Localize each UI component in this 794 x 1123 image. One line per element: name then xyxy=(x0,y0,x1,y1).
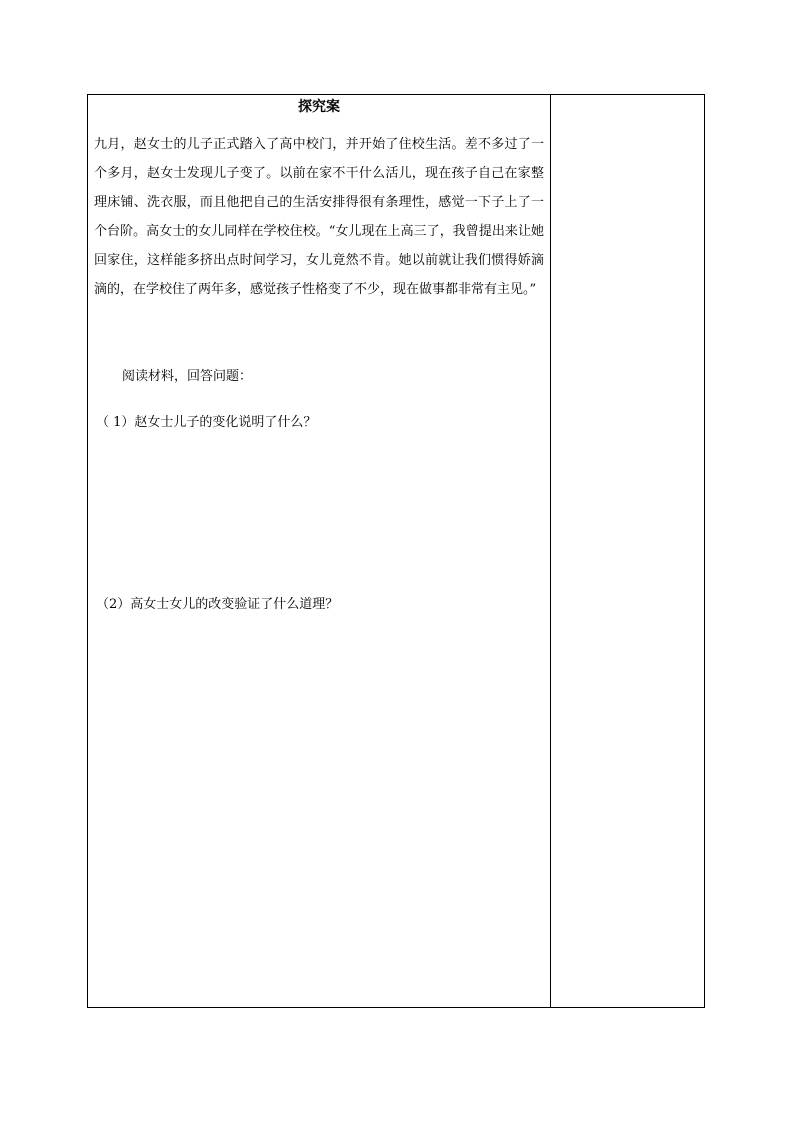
section-title: 探究案 xyxy=(298,99,340,115)
reading-instruction: 阅读材料，回答问题： xyxy=(122,369,253,384)
notes-column xyxy=(551,95,704,1007)
question-1: （ 1）赵女士儿子的变化说明了什么？ xyxy=(96,415,317,430)
worksheet-table xyxy=(87,94,705,1008)
main-column xyxy=(88,95,550,1007)
reading-passage: 九月，赵女士的儿子正式踏入了高中校门，并开始了住校生活。差不多过了一个多月，赵女士发现儿子变了。以前在家不干什么活儿，现在孩子自己在家整理床铺、洗衣服，而且他把自己的生活安排得很有条理性，感觉一下子上了一个台阶。高女士的女儿同样在学校住校。“女儿现在上高三了，我曾提出来让她回家住，这样能多挤出点时间学习，女儿竟然不肯。她以前就让我们惯得娇滴滴的，在学校住了两年多，感觉孩子性格变了不少，现在做事都非常有主见。” xyxy=(94,137,544,297)
question-2: （2）高女士女儿的改变验证了什么道理？ xyxy=(96,597,339,612)
